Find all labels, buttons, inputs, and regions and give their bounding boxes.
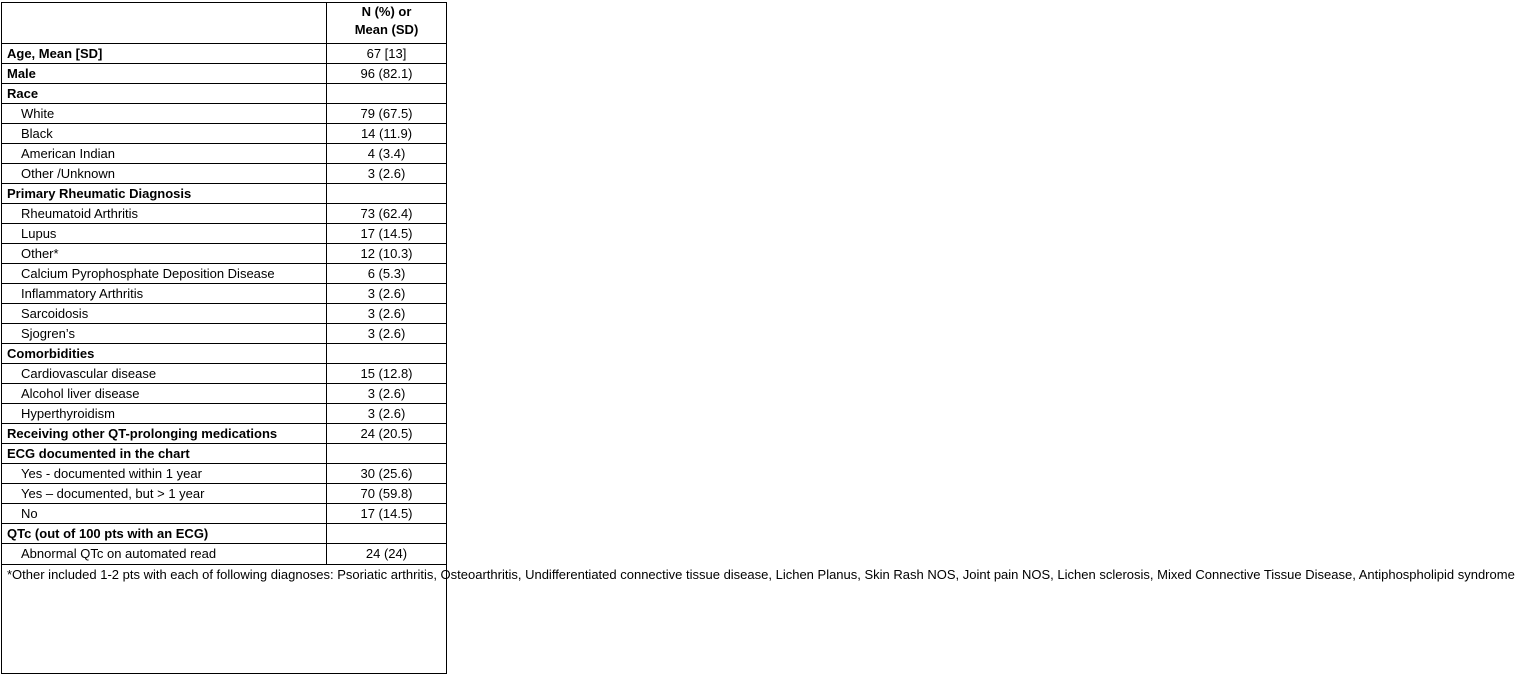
row-value: 24 (20.5) xyxy=(327,424,447,444)
table-row xyxy=(2,344,447,364)
row-label: Cardiovascular disease xyxy=(2,364,327,384)
row-value: 6 (5.3) xyxy=(327,264,447,284)
footnote-cell xyxy=(2,565,1515,674)
table-row xyxy=(2,284,447,304)
row-heading-label: Primary Rheumatic Diagnosis xyxy=(2,184,327,204)
row-value: 30 (25.6) xyxy=(327,464,447,484)
header-label-cell xyxy=(2,3,327,44)
header-value-line1: N (%) or xyxy=(361,4,412,19)
row-label: White xyxy=(2,104,327,124)
table-row xyxy=(2,224,447,244)
row-label: Lupus xyxy=(2,224,327,244)
row-label: Hyperthyroidism xyxy=(2,404,327,424)
row-label: Inflammatory Arthritis xyxy=(2,284,327,304)
row-value: 15 (12.8) xyxy=(327,364,447,384)
row-value: 3 (2.6) xyxy=(327,304,447,324)
table-row xyxy=(2,484,447,504)
row-heading-label: Comorbidities xyxy=(2,344,327,364)
table-row xyxy=(2,304,447,324)
row-value: 3 (2.6) xyxy=(327,284,447,304)
header-value-cell xyxy=(327,3,447,44)
row-heading-label: Male xyxy=(2,64,327,84)
row-value: 24 (24) xyxy=(327,544,447,565)
table-row xyxy=(2,164,447,184)
row-value: 67 [13] xyxy=(327,44,447,64)
footnote-row xyxy=(2,565,447,674)
row-value: 79 (67.5) xyxy=(327,104,447,124)
header-value-line2: Mean (SD) xyxy=(354,22,419,37)
header-row xyxy=(2,3,447,44)
table-row xyxy=(2,444,447,464)
row-value: 73 (62.4) xyxy=(327,204,447,224)
table-row xyxy=(2,324,447,344)
row-value: 4 (3.4) xyxy=(327,144,447,164)
row-value: 70 (59.8) xyxy=(327,484,447,504)
table-row xyxy=(2,64,447,84)
characteristics-table xyxy=(1,2,1515,674)
row-label: Other* xyxy=(2,244,327,264)
row-label: Black xyxy=(2,124,327,144)
table-row xyxy=(2,124,447,144)
table-row xyxy=(2,524,447,544)
row-label: Sjogren’s xyxy=(2,324,327,344)
row-value: 17 (14.5) xyxy=(327,504,447,524)
row-heading-label: ECG documented in the chart xyxy=(2,444,327,464)
row-heading-label: Receiving other QT-prolonging medications xyxy=(2,424,327,444)
row-value: 3 (2.6) xyxy=(327,324,447,344)
row-heading-label: Age, Mean [SD] xyxy=(2,44,327,64)
row-value: 14 (11.9) xyxy=(327,124,447,144)
table-row xyxy=(2,204,447,224)
row-label: Other /Unknown xyxy=(2,164,327,184)
table-row xyxy=(2,364,447,384)
table-row xyxy=(2,464,447,484)
table-row xyxy=(2,184,447,204)
table-row xyxy=(2,404,447,424)
row-label: Alcohol liver disease xyxy=(2,384,327,404)
row-label: Yes - documented within 1 year xyxy=(2,464,327,484)
row-value: 17 (14.5) xyxy=(327,224,447,244)
row-label: Rheumatoid Arthritis xyxy=(2,204,327,224)
table-row xyxy=(2,264,447,284)
row-heading-label: Race xyxy=(2,84,327,104)
row-label: Abnormal QTc on automated read xyxy=(2,544,327,565)
table-row xyxy=(2,384,447,404)
table-row xyxy=(2,44,447,64)
table-row xyxy=(2,144,447,164)
table-row xyxy=(2,544,447,565)
row-heading-label: QTc (out of 100 pts with an ECG) xyxy=(2,524,327,544)
row-value xyxy=(327,344,447,364)
row-value: 96 (82.1) xyxy=(327,64,447,84)
row-value xyxy=(327,84,447,104)
row-value: 12 (10.3) xyxy=(327,244,447,264)
row-label: Sarcoidosis xyxy=(2,304,327,324)
table-row xyxy=(2,244,447,264)
row-value: 3 (2.6) xyxy=(327,404,447,424)
footnote-text: *Other included 1-2 pts with each of following diagnoses: Psoriatic arthritis, Osteoarthritis, Undifferentiated connective tissue disease, Lichen Planus, Skin Rash NOS, Joint pain NOS, Lichen sclerosis, Mixed Connective Tissue Disease, Antiphospholipid syndrome xyxy=(7,567,1515,582)
table-row xyxy=(2,504,447,524)
row-label: Calcium Pyrophosphate Deposition Disease xyxy=(2,264,327,284)
row-value xyxy=(327,524,447,544)
row-value xyxy=(327,184,447,204)
row-value: 3 (2.6) xyxy=(327,384,447,404)
table-body xyxy=(2,3,447,565)
table-row xyxy=(2,84,447,104)
table-row xyxy=(2,424,447,444)
row-value xyxy=(327,444,447,464)
row-value: 3 (2.6) xyxy=(327,164,447,184)
table-row xyxy=(2,104,447,124)
row-label: No xyxy=(2,504,327,524)
row-label: Yes – documented, but > 1 year xyxy=(2,484,327,504)
row-label: American Indian xyxy=(2,144,327,164)
